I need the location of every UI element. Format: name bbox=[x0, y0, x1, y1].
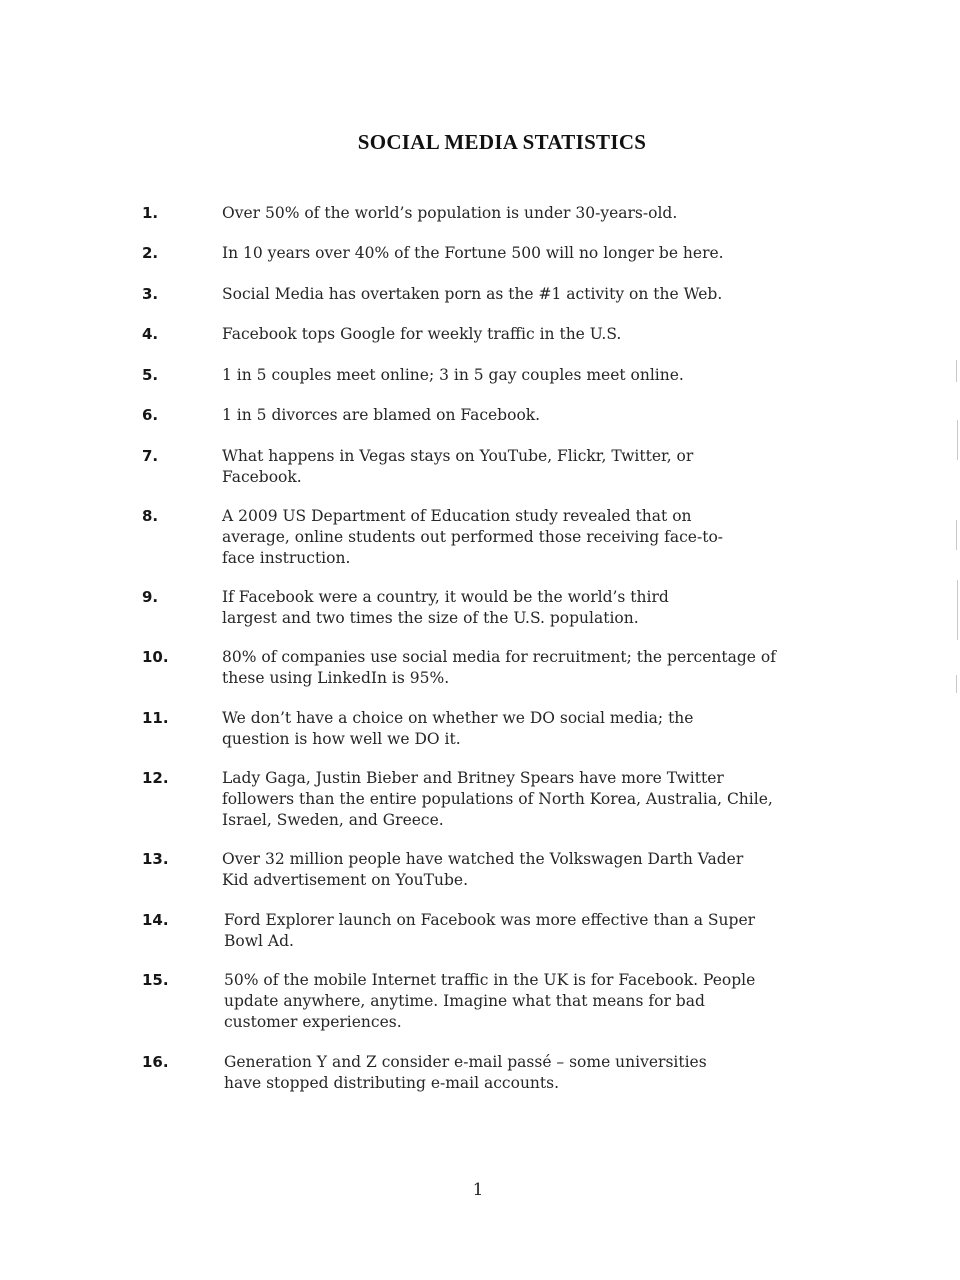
item-number: 15. bbox=[142, 971, 169, 989]
scan-artifact bbox=[956, 675, 957, 693]
scan-artifact bbox=[957, 580, 958, 640]
page-title: SOCIAL MEDIA STATISTICS bbox=[357, 130, 647, 154]
item-number: 16. bbox=[142, 1053, 169, 1071]
item-text: Generation Y and Z consider e-mail passé – some universities have stopped distributing e-mail accounts. bbox=[224, 1053, 707, 1092]
item-text: Facebook tops Google for weekly traffic in the U.S. bbox=[222, 325, 622, 343]
scan-artifact bbox=[956, 360, 957, 382]
item-text: 1 in 5 divorces are blamed on Facebook. bbox=[222, 406, 541, 424]
item-number: 8. bbox=[142, 507, 159, 525]
item-number: 11. bbox=[142, 709, 169, 727]
item-number: 10. bbox=[142, 648, 169, 666]
item-text: Over 50% of the world’s population is under 30-years-old. bbox=[222, 204, 678, 222]
item-number: 4. bbox=[142, 325, 159, 343]
item-number: 7. bbox=[142, 447, 159, 465]
item-number: 12. bbox=[142, 769, 169, 787]
item-text: Over 32 million people have watched the Volkswagen Darth Vader Kid advertisement on YouTube. bbox=[222, 850, 744, 889]
item-text: In 10 years over 40% of the Fortune 500 will no longer be here. bbox=[222, 244, 724, 262]
item-text: Lady Gaga, Justin Bieber and Britney Spears have more Twitter followers than the entire populations of North Korea, Australia, Chile, Israel, Sweden, and Greece. bbox=[222, 769, 773, 829]
item-number: 14. bbox=[142, 911, 169, 929]
item-number: 9. bbox=[142, 588, 159, 606]
item-number: 2. bbox=[142, 244, 159, 262]
item-number: 5. bbox=[142, 366, 159, 384]
page-number: 1 bbox=[472, 1180, 484, 1200]
item-number: 13. bbox=[142, 850, 169, 868]
item-text: 50% of the mobile Internet traffic in the UK is for Facebook. People update anywhere, anytime. Imagine what that means for bad customer experiences. bbox=[224, 971, 756, 1031]
item-text: 1 in 5 couples meet online; 3 in 5 gay couples meet online. bbox=[222, 366, 684, 384]
item-text: We don’t have a choice on whether we DO social media; the question is how well we DO it. bbox=[222, 709, 694, 748]
item-text: Social Media has overtaken porn as the #1 activity on the Web. bbox=[222, 285, 723, 303]
item-text: Ford Explorer launch on Facebook was more effective than a Super Bowl Ad. bbox=[224, 911, 756, 950]
item-text: A 2009 US Department of Education study revealed that on average, online students out performed those receiving face-to- face instruction. bbox=[222, 507, 724, 567]
item-number: 6. bbox=[142, 406, 159, 424]
scan-artifact bbox=[956, 520, 957, 550]
item-number: 3. bbox=[142, 285, 159, 303]
item-text: What happens in Vegas stays on YouTube, Flickr, Twitter, or Facebook. bbox=[222, 447, 694, 486]
scan-artifact bbox=[957, 420, 958, 460]
item-text: 80% of companies use social media for recruitment; the percentage of these using LinkedIn is 95%. bbox=[222, 648, 776, 687]
item-number: 1. bbox=[142, 204, 159, 222]
item-text: If Facebook were a country, it would be the world’s third largest and two times the size of the U.S. population. bbox=[222, 588, 669, 627]
